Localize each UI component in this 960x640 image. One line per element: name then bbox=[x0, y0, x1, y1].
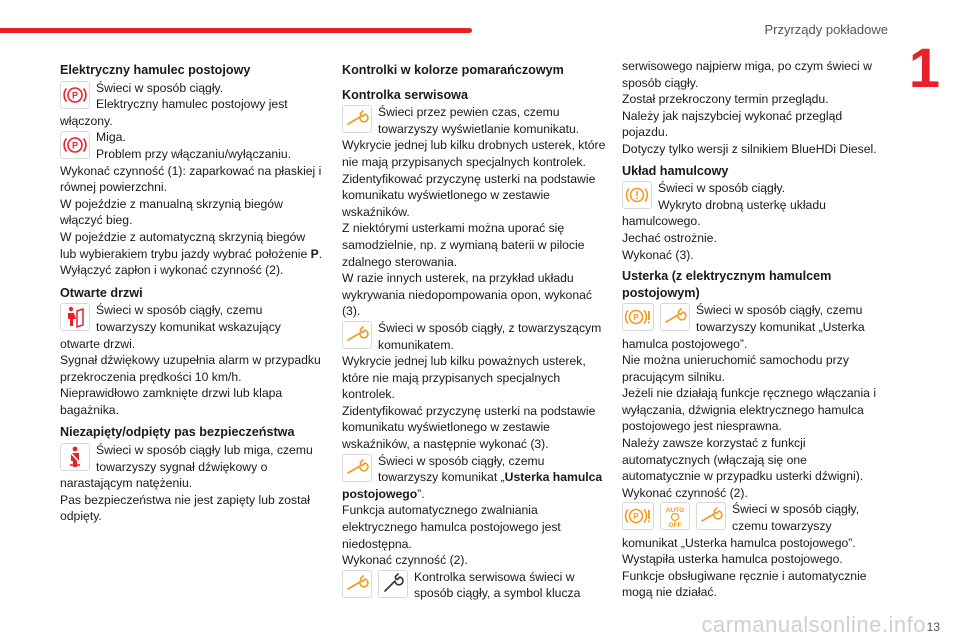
heading-seatbelt: Niezapięty/odpięty pas bezpieczeństwa bbox=[60, 425, 295, 440]
service-wrench-icon bbox=[660, 303, 690, 331]
brake-system-a4: Wykonać (3). bbox=[622, 247, 694, 262]
parking-brake-b1: Miga. bbox=[96, 130, 126, 145]
epb-fault-a3: Jeżeli nie działają funkcje ręcznego włączania i wyłączania, dźwignia elektrycznego hamulca postojowego jest niesprawna. bbox=[622, 386, 877, 434]
brake-system-a3: Jechać ostrożnie. bbox=[622, 230, 717, 245]
epb-fault-a1: Świeci w sposób ciągły, czemu towarzyszy komunikat „Usterka hamulca postojowego”. bbox=[622, 303, 865, 351]
heading-parking-brake: Elektryczny hamulec postojowy bbox=[60, 63, 251, 77]
service-wrench-icon bbox=[342, 454, 372, 482]
service-cont-a3: Należy jak najszybciej wykonać przegląd pojazdu. bbox=[622, 108, 843, 140]
parking-brake-a2: Elektryczny hamulec postojowy jest włączony. bbox=[60, 97, 288, 128]
service-cont-a4: Dotyczy tylko wersji z silnikiem BlueHDi Diesel. bbox=[622, 141, 877, 156]
epb-fault-b3: Funkcje obsługiwane ręcznie i automatycznie mogą nie działać. bbox=[622, 568, 867, 600]
service-b3: Zidentyfikować przyczynę usterki na podstawie komunikatu wyświetlonego w zestawie wskaźników, a następnie wykonać (3). bbox=[342, 403, 596, 452]
service-b1: Świeci w sposób ciągły, z towarzyszącym komunikatem. bbox=[378, 320, 602, 352]
brake-system-a2: Wykryto drobną usterkę układu hamulcowego. bbox=[622, 197, 826, 229]
parking-brake-warning-icon bbox=[622, 502, 654, 530]
door-a1: Świeci w sposób ciągły, czemu towarzyszy komunikat wskazujący otwarte drzwi. bbox=[60, 303, 281, 351]
heading-brake-system: Układ hamulcowy bbox=[622, 163, 729, 178]
service-a2: Wykrycie jednej lub kilku drobnych usterek, które nie mają przypisanych specjalnych kontrolek. bbox=[342, 138, 606, 169]
chapter-title: Przyrządy pokładowe bbox=[764, 22, 888, 37]
svg-text:P: P bbox=[633, 512, 639, 522]
chapter-number: 1 bbox=[908, 36, 940, 99]
heading-open-door: Otwarte drzwi bbox=[60, 285, 143, 300]
text-span: . bbox=[318, 246, 323, 261]
seatbelt-a1: Świeci w sposób ciągły lub miga, czemu towarzyszy sygnał dźwiękowy o narastającym natężeniu. bbox=[60, 443, 313, 491]
parking-brake-b2: Problem przy włączaniu/wyłączaniu. bbox=[96, 146, 292, 161]
watermark: carmanualsonline.info bbox=[701, 612, 926, 637]
door-a3: Nieprawidłowo zamknięte drzwi lub klapa bagażnika. bbox=[60, 386, 283, 417]
service-a5: W razie innych usterek, na przykład układu wykrywania niedopompowania opon, wykonać (3). bbox=[342, 271, 592, 319]
door-a2: Sygnał dźwiękowy uzupełnia alarm w przypadku przekroczenia prędkości 10 km/h. bbox=[60, 353, 321, 384]
page-number: 13 bbox=[926, 620, 940, 634]
parking-brake-b4: W pojeździe z manualną skrzynią biegów włączyć bieg. bbox=[60, 196, 283, 228]
auto-off-icon bbox=[660, 502, 690, 530]
column-3 bbox=[622, 58, 886, 601]
service-b2: Wykrycie jednej lub kilku poważnych usterek, które nie mają przypisanych specjalnych kontrolek. bbox=[342, 354, 586, 402]
epb-fault-a5: Wykonać czynność (2). bbox=[622, 485, 748, 500]
parking-brake-b3: Wykonać czynność (1): zaparkować na płaskiej i równej powierzchni. bbox=[60, 163, 322, 195]
auto-off-auto-text: AUTO bbox=[665, 507, 685, 515]
epb-fault-a4: Należy zawsze korzystać z funkcji automatycznych (włączają się one automatycznie w przypadku usterki dźwigni). bbox=[622, 436, 864, 484]
brake-system-a1: Świeci w sposób ciągły. bbox=[658, 181, 786, 196]
service-wrench-icon bbox=[342, 321, 372, 349]
epb-fault-b1: Świeci w sposób ciągły, czemu towarzyszy komunikat „Usterka hamulca postojowego”. bbox=[622, 502, 860, 550]
text-span: ”. bbox=[417, 486, 425, 501]
service-d1: Kontrolka serwisowa świeci w sposób ciągły, a symbol klucza bbox=[414, 569, 581, 601]
seatbelt-icon bbox=[60, 443, 90, 471]
header-accent-bar bbox=[0, 28, 472, 33]
open-door-icon bbox=[60, 303, 90, 331]
seatbelt-a2: Pas bezpieczeństwa nie jest zapięty lub został odpięty. bbox=[60, 492, 310, 524]
svg-text:P: P bbox=[71, 90, 79, 101]
heading-epb-fault: Usterka (z elektrycznym hamulcem postojowym) bbox=[622, 269, 832, 300]
text-span: W pojeździe z automatyczną skrzynią biegów lub wybierakiem trybu jazdy wybrać położenie bbox=[60, 229, 311, 261]
service-c1 bbox=[342, 453, 606, 503]
column-2 bbox=[342, 58, 606, 602]
service-a4: Z niektórymi usterkami można uporać się samodzielnie, np. z wymianą baterii w pilocie zdalnego sterowania. bbox=[342, 221, 585, 269]
service-c2: Funkcja automatycznego zwalniania elektrycznego hamulca postojowego jest niedostępna. bbox=[342, 503, 561, 551]
parking-brake-a1: Świeci w sposób ciągły. bbox=[96, 80, 224, 95]
service-a3: Zidentyfikować przyczynę usterki na podstawie komunikatu wyświetlonego w zestawie wskaźników. bbox=[342, 171, 596, 219]
column-1 bbox=[60, 58, 324, 525]
auto-off-off-text: OFF bbox=[668, 522, 682, 529]
service-cont-a1: serwisowego najpierw miga, po czym świeci w sposób ciągły. bbox=[622, 59, 872, 90]
parking-brake-b6: Wyłączyć zapłon i wykonać czynność (2). bbox=[60, 263, 284, 278]
service-wrench-icon bbox=[696, 502, 726, 530]
epb-fault-b2: Wystąpiła usterka hamulca postojowego. bbox=[622, 552, 843, 567]
bold-span: Usterka hamulca postojowego bbox=[342, 470, 603, 501]
brake-warning-icon bbox=[622, 181, 652, 209]
svg-text:P: P bbox=[71, 140, 79, 151]
epb-fault-a2: Nie można unieruchomić samochodu przy pracującym silniku. bbox=[622, 353, 849, 384]
parking-brake-icon bbox=[60, 131, 90, 159]
section-title-orange: Kontrolki w kolorze pomarańczowym bbox=[342, 63, 564, 77]
service-cont-a2: Został przekroczony termin przeglądu. bbox=[622, 92, 829, 107]
service-wrench-icon bbox=[342, 570, 372, 598]
text-span: Świeci w sposób ciągły, czemu towarzyszy komunikat „ bbox=[378, 453, 545, 485]
bold-span: P bbox=[310, 246, 319, 261]
service-a1: Świeci przez pewien czas, czemu towarzyszy wyświetlanie komunikatu. bbox=[378, 105, 580, 136]
service-c3: Wykonać czynność (2). bbox=[342, 553, 468, 568]
parking-brake-warning-icon bbox=[622, 303, 654, 331]
service-wrench-icon bbox=[342, 105, 372, 133]
parking-brake-b5 bbox=[60, 229, 324, 262]
service-key-wrench-icon bbox=[378, 570, 408, 598]
parking-brake-icon bbox=[60, 81, 90, 109]
heading-service: Kontrolka serwisowa bbox=[342, 87, 468, 102]
svg-text:P: P bbox=[633, 313, 639, 323]
